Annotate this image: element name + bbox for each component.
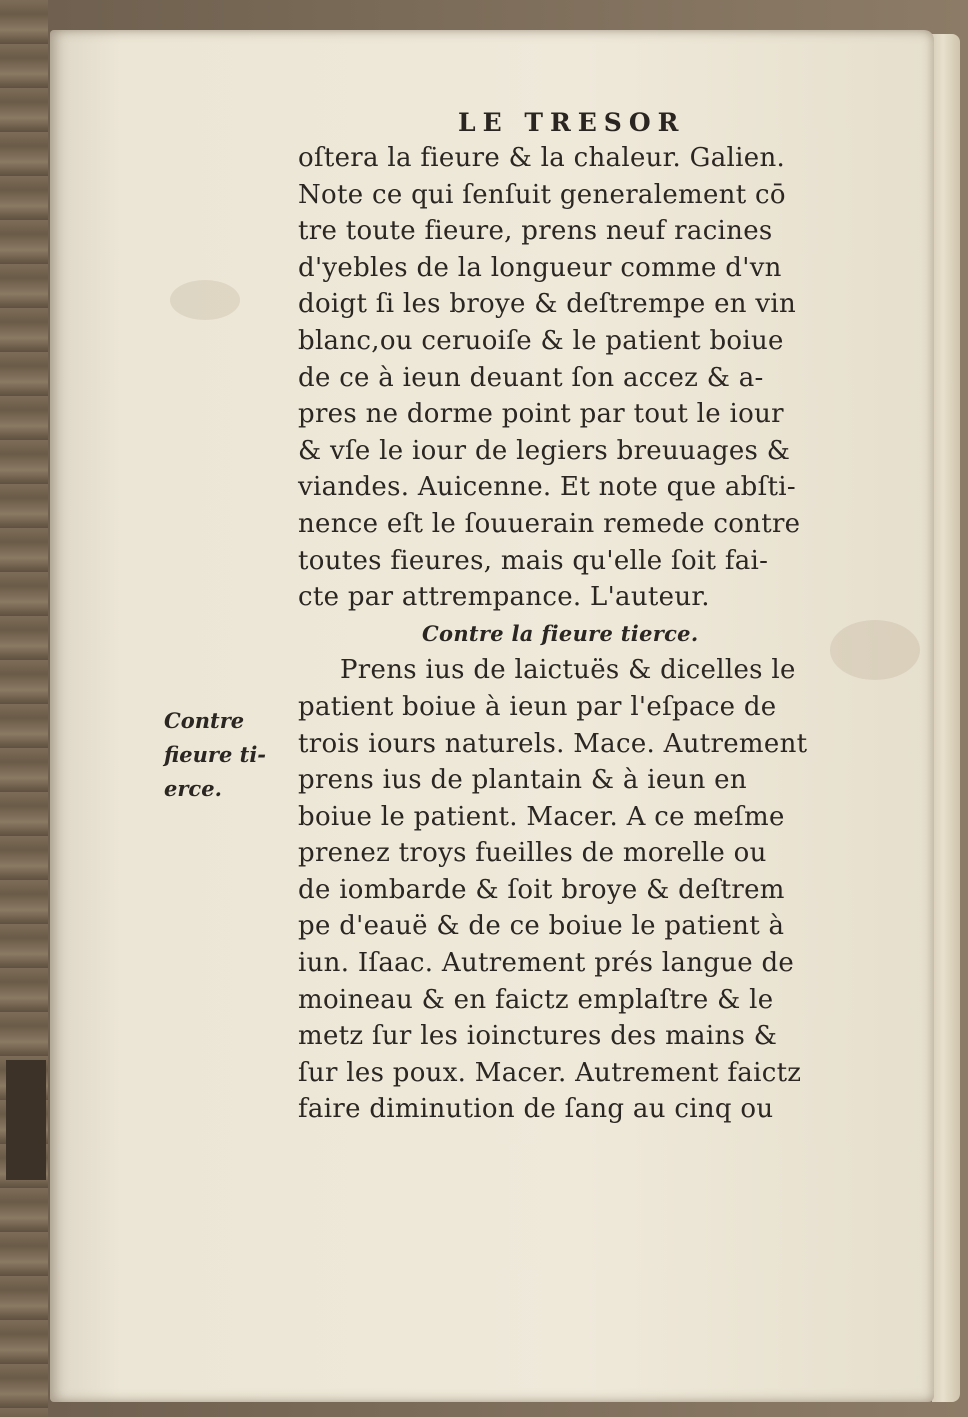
binding-shadow <box>6 1060 46 1180</box>
text-line: de iombarde & ſoit broye & deſtrem <box>298 874 785 905</box>
margin-note-line: Contre <box>164 708 245 733</box>
margin-note <box>164 704 274 806</box>
text-line: prens ius de plantain & à ieun en <box>298 765 747 796</box>
text-line: faire diminution de ſang au cinq ou <box>298 1094 774 1125</box>
text-line: metz ſur les ioinctures des mains & <box>298 1021 778 1052</box>
text-line: patient boiue à ieun par l'eſpace de <box>298 691 777 722</box>
text-line: cte par attrempance. L'auteur. <box>298 582 710 613</box>
text-line: doigt ſi les broye & deſtrempe en vin <box>298 289 797 320</box>
margin-note-line: fieure ti- <box>164 742 267 767</box>
page-edge <box>932 34 960 1402</box>
text-line: tre toute fieure, prens neuf racines <box>298 216 773 247</box>
text-line: oſtera la fieure & la chaleur. Galien. <box>298 143 786 173</box>
page-stain <box>170 280 240 320</box>
text-line: pe d'eauë & de ce boiue le patient à <box>298 911 785 942</box>
body-text <box>298 140 888 1128</box>
text-line: d'yebles de la longueur comme d'vn <box>298 252 782 283</box>
section-heading: Contre la fieure tierce. <box>422 620 699 646</box>
running-header: LE TRESOR <box>458 108 686 137</box>
book-binding <box>0 0 48 1417</box>
text-line: de ce à ieun deuant ſon accez & a- <box>298 362 764 393</box>
text-line: nence eſt le ſouuerain remede contre <box>298 508 801 539</box>
text-line: blanc,ou ceruoiſe & le patient boiue <box>298 325 784 356</box>
margin-note-line: erce. <box>164 776 222 801</box>
text-line: Note ce qui ſenſuit generalement cō <box>298 179 786 210</box>
text-line: Prens ius de laictuës & dicelles le <box>340 655 796 686</box>
text-line: toutes fieures, mais qu'elle ſoit fai- <box>298 545 769 576</box>
text-line: moineau & en faictz emplaſtre & le <box>298 984 774 1015</box>
text-line: boiue le patient. Macer. A ce meſme <box>298 801 785 832</box>
text-line: prenez troys fueilles de morelle ou <box>298 838 767 869</box>
text-line: viandes. Auicenne. Et note que abſti- <box>298 472 796 503</box>
text-line: pres ne dorme point par tout le iour <box>298 399 784 430</box>
text-line: trois iours naturels. Mace. Autrement <box>298 728 808 759</box>
text-line: ſur les poux. Macer. Autrement faictz <box>298 1057 802 1088</box>
text-line: & vſe le iour de legiers breuuages & <box>298 435 791 466</box>
text-line: iun. Iſaac. Autrement prés langue de <box>298 948 795 979</box>
